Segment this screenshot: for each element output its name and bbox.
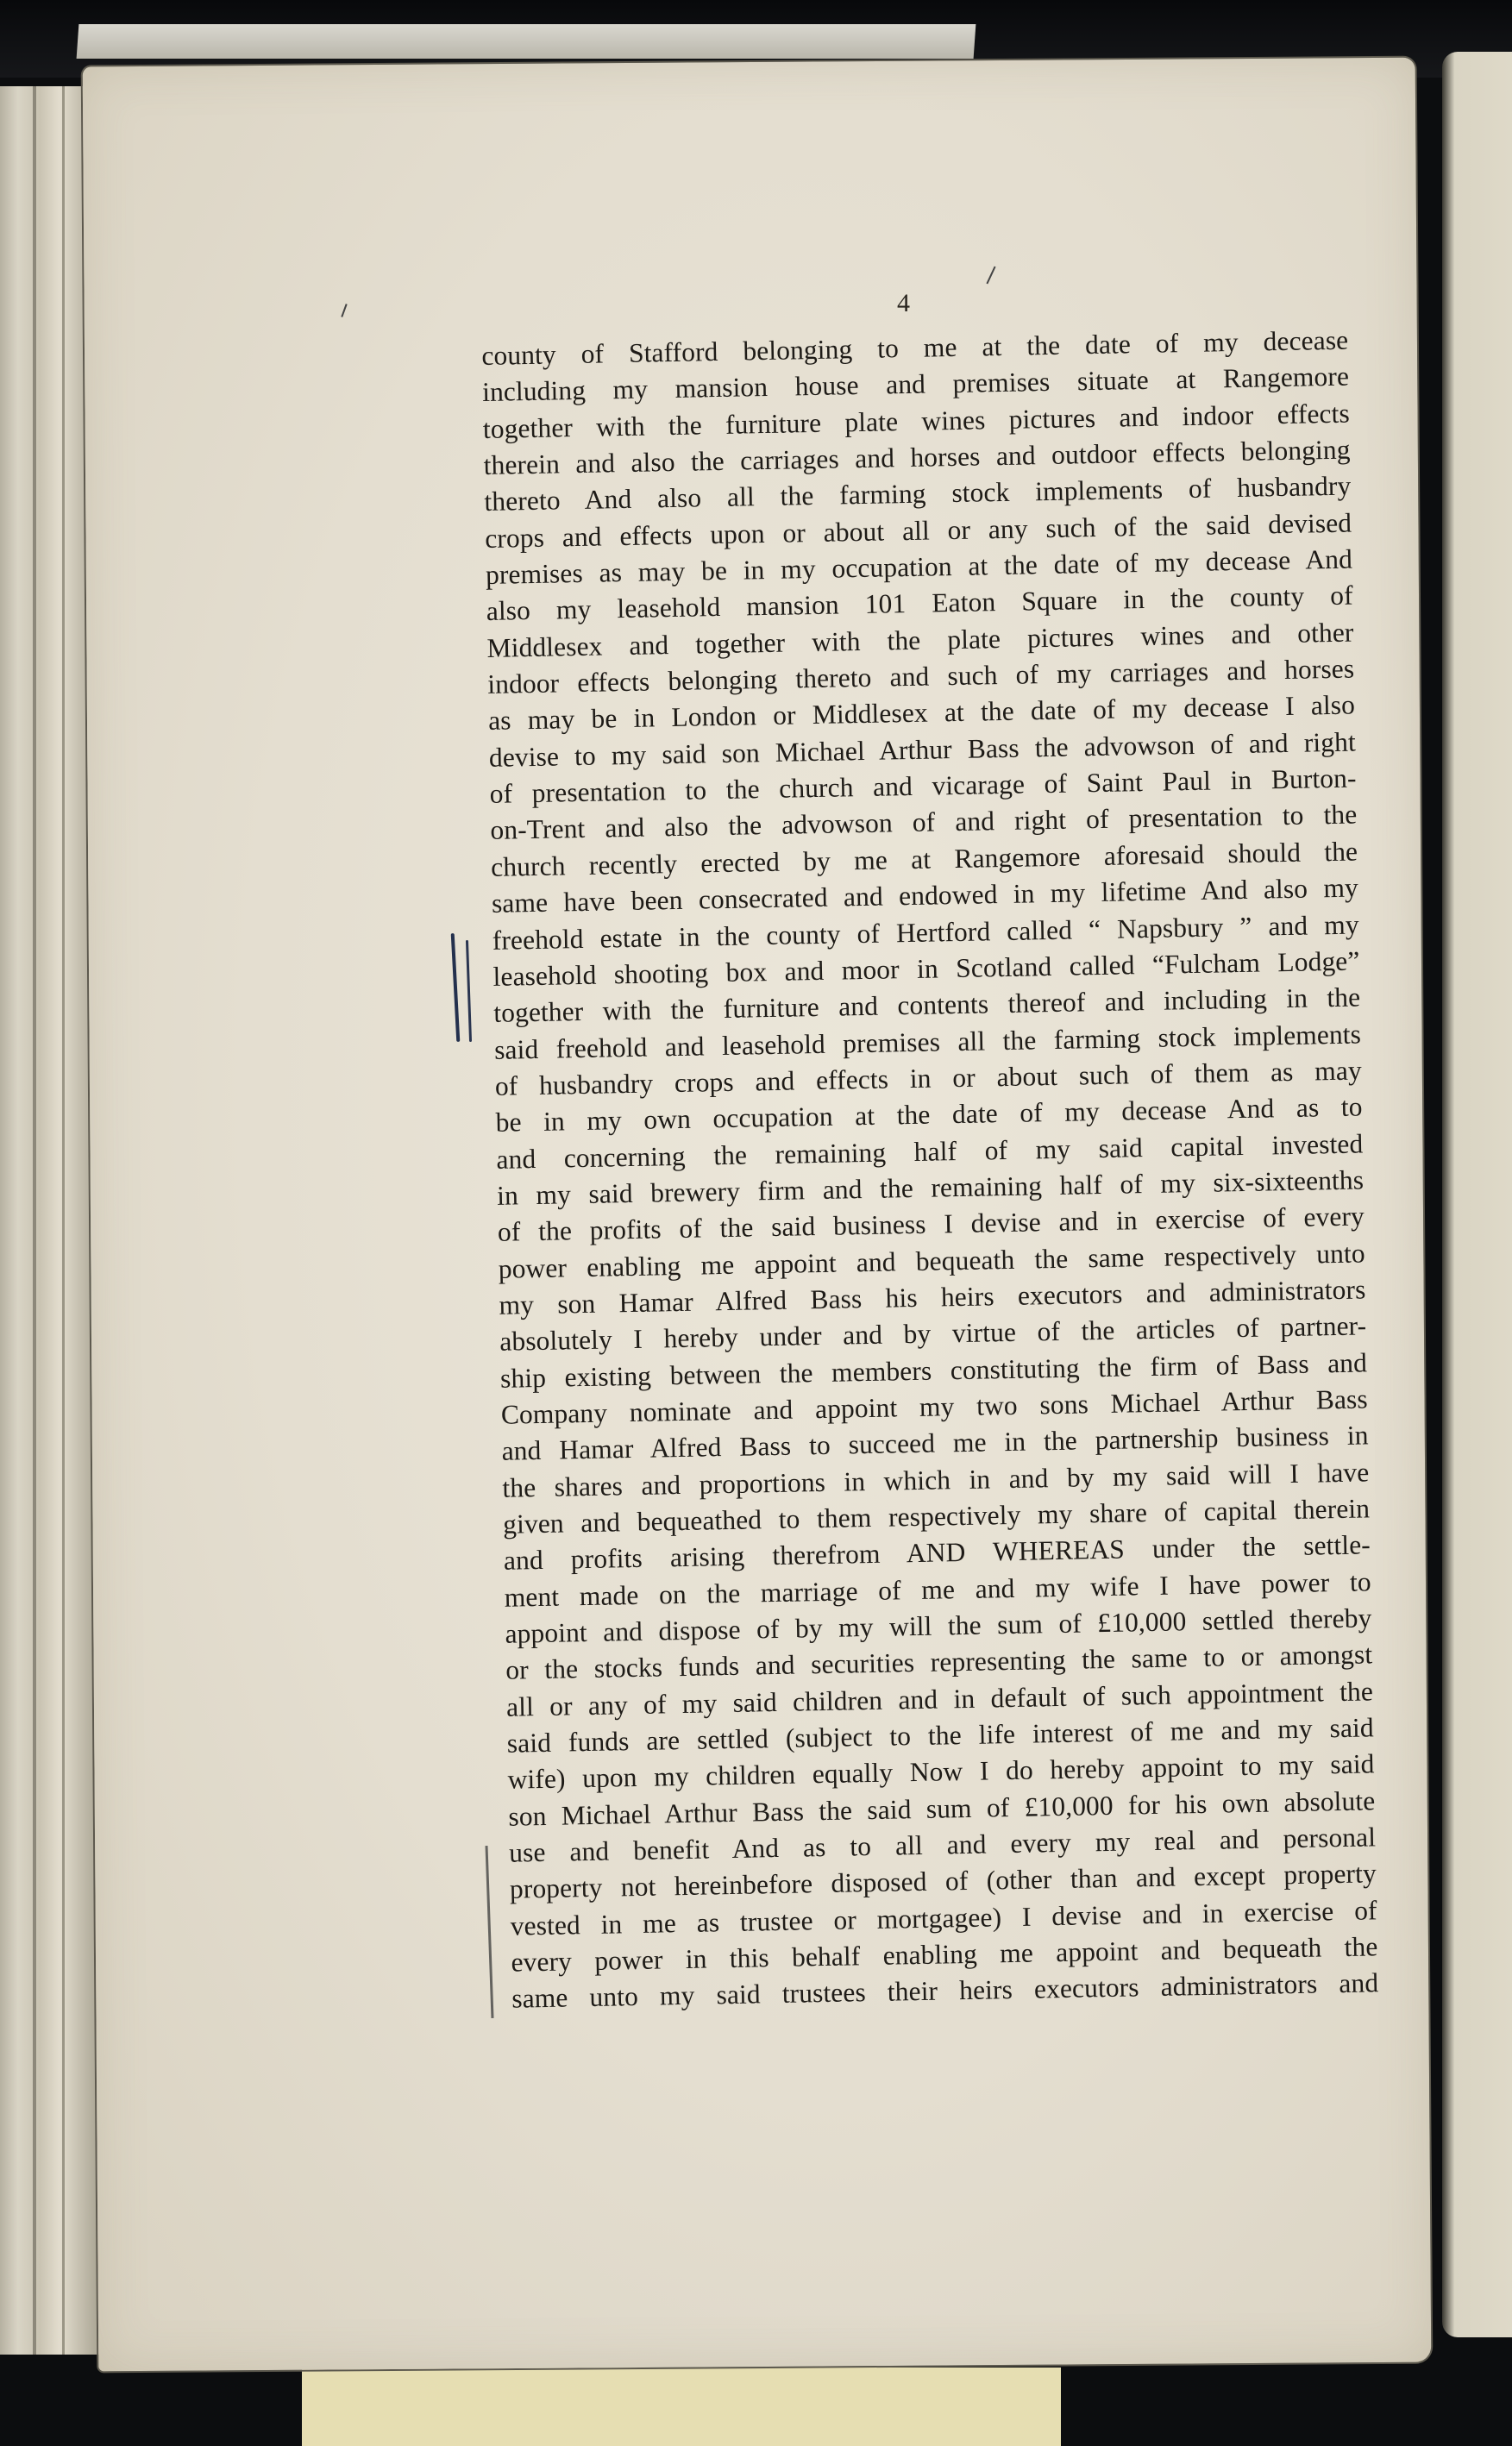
text-line: as may be in London or Middlesex at the date of my decease I also <box>487 689 1356 737</box>
text-line: said freehold and leasehold premises all the farming stock implements <box>493 1018 1362 1065</box>
text-line: ment made on the marriage of me and my wife I have power to <box>504 1566 1371 1613</box>
text-line: including my mansion house and premises situate at Rangemore <box>481 361 1350 408</box>
text-line: ship existing between the members constituting the firm of Bass and <box>499 1347 1368 1394</box>
text-line: or the stocks funds and securities representing the same to or amongst <box>505 1639 1373 1686</box>
text-line: and Hamar Alfred Bass to succeed me in the partnership business in <box>501 1420 1369 1467</box>
next-page-edge <box>1442 52 1512 2337</box>
text-line: power enabling me appoint and bequeath the same respectively unto <box>498 1237 1365 1284</box>
text-line: leasehold shooting box and moor in Scotland called “Fulcham Lodge” <box>492 945 1360 992</box>
text-line: premises as may be in my occupation at the date of my decease And <box>485 543 1353 591</box>
text-line: and concerning the remaining half of my said capital invested <box>496 1127 1364 1175</box>
text-line: same have been consecrated and endowed in my lifetime And also my <box>491 872 1359 919</box>
page-edge <box>33 86 36 2355</box>
text-line: church recently erected by me at Rangemore aforesaid should the <box>490 836 1358 882</box>
text-line: same unto my said trustees their heirs executors administrators and <box>511 1967 1379 2015</box>
text-line: county of Stafford belonging to me at the date of my decease <box>481 324 1349 371</box>
text-line: indoor effects belonging thereto and such of my carriages and horses <box>487 653 1355 700</box>
text-line: the shares and proportions in which in and by my said will I have <box>502 1457 1370 1503</box>
text-line: Company nominate and appoint my two sons Michael Arthur Bass <box>500 1383 1369 1430</box>
text-line: Middlesex and together with the plate pictures wines and other <box>486 617 1354 663</box>
text-line: said funds are settled (subject to the life interest of me and my said <box>506 1712 1375 1759</box>
text-line: together with the furniture and contents thereof and including in the <box>493 982 1361 1029</box>
text-line: also my leasehold mansion 101 Eaton Square in the county of <box>486 580 1353 627</box>
text-line: absolutely I hereby under and by virtue of the articles of partner- <box>499 1310 1367 1358</box>
text-line: given and bequeathed to them respectively my share of capital therein <box>502 1493 1371 1540</box>
text-line: crops and effects upon or about all or any such of the said devised <box>484 507 1352 554</box>
text-line: thereto And also all the farming stock implements of husbandry <box>484 470 1352 517</box>
text-line: and profits arising therefrom AND WHEREAS under the settle- <box>503 1529 1371 1577</box>
text-line: of husbandry crops and effects in or about such of them as may <box>494 1055 1363 1101</box>
page-number: 4 <box>897 289 910 317</box>
text-line: together with the furniture plate wines pictures and indoor effects <box>482 398 1351 444</box>
text-line: my son Hamar Alfred Bass his heirs executors and administrators <box>499 1274 1366 1320</box>
text-line: on-Trent and also the advowson of and right of presentation to the <box>490 799 1358 846</box>
text-line: therein and also the carriages and horses and outdoor effects belonging <box>483 434 1351 481</box>
text-line: be in my own occupation at the date of my decease And as to <box>495 1091 1363 1138</box>
text-line: all or any of my said children and in default of such appointment the <box>505 1676 1374 1722</box>
text-line: of the profits of the said business I devise and in exercise of every <box>497 1201 1365 1248</box>
text-line: every power in this behalf enabling me appoint and bequeath the <box>511 1931 1378 1978</box>
text-line: devise to my said son Michael Arthur Bass the advowson of and right <box>488 726 1357 773</box>
bottom-paper-tab <box>302 2368 1061 2446</box>
text-line: vested in me as trustee or mortgagee) I devise and in exercise of <box>510 1895 1377 1941</box>
page-edge <box>62 86 65 2355</box>
text-line: freehold estate in the county of Hertford called “ Napsbury ” and my <box>492 908 1359 956</box>
text-line: property not hereinbefore disposed of (other than and except property <box>509 1858 1377 1905</box>
text-line: son Michael Arthur Bass the said sum of £10,000 for his own absolute <box>508 1785 1376 1832</box>
text-line: of presentation to the church and vicarage of Saint Paul in Burton- <box>489 762 1357 810</box>
text-line: wife) upon my children equally Now I do hereby appoint to my said <box>507 1748 1375 1796</box>
text-line: in my said brewery firm and the remaining half of my six-sixteenths <box>496 1164 1365 1211</box>
body-text <box>481 323 1379 2018</box>
text-line: appoint and dispose of by my will the sum of £10,000 settled thereby <box>505 1602 1372 1649</box>
binding-strip <box>77 24 976 59</box>
text-line: use and benefit And as to all and every my real and personal <box>508 1822 1377 1868</box>
